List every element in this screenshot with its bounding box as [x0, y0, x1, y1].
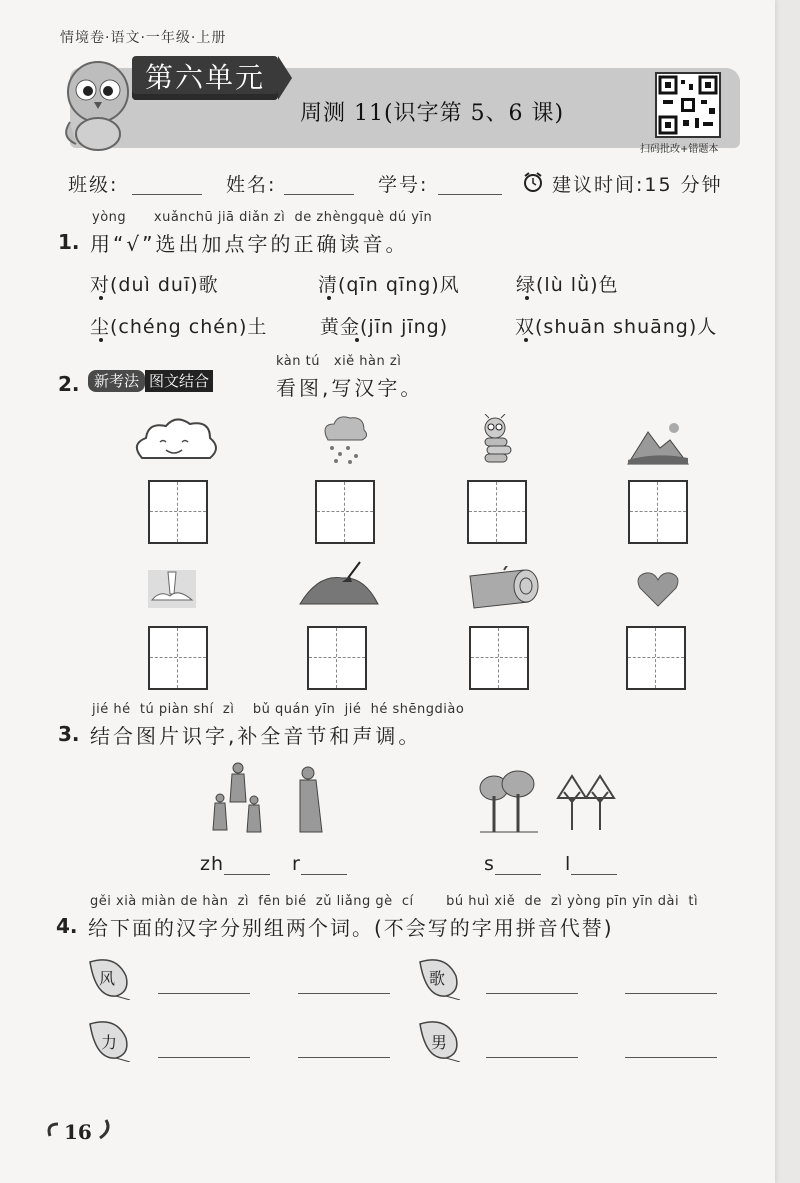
writing-box[interactable] — [469, 626, 529, 690]
writing-box[interactable] — [307, 626, 367, 690]
q2-text: 看图,写汉字。 — [276, 376, 424, 400]
q1-item[interactable] — [516, 270, 619, 297]
q4-pinyin: gěi xià miàn de hàn zì fēn bié zǔ liǎng gè cí bú huì xiě de zì yòng pīn yīn dài tì — [90, 894, 699, 909]
syllable-answer-line[interactable] — [301, 856, 347, 875]
syllable-initial: s — [484, 853, 495, 875]
answer-line[interactable] — [298, 1056, 390, 1058]
mountain-picture — [626, 420, 690, 466]
item-char: 色 — [598, 274, 619, 296]
syllable-answer-line[interactable] — [571, 856, 617, 875]
item-options[interactable]: (lù lǜ) — [536, 274, 599, 296]
qr-code-icon[interactable] — [655, 72, 721, 138]
name-label: 姓名: — [226, 174, 277, 196]
syllable-answer-line[interactable] — [495, 856, 541, 875]
new-exam-badge: 新考法 — [88, 370, 145, 392]
answer-line[interactable] — [486, 992, 578, 994]
item-options[interactable]: (qīn qīng) — [338, 274, 440, 296]
item-char: 黄金 — [320, 316, 361, 338]
insect-picture — [475, 414, 515, 466]
item-char: 对 — [90, 274, 111, 296]
syllable-blank[interactable] — [484, 853, 541, 875]
class-label: 班级: — [68, 174, 119, 196]
item-options[interactable]: (shuān shuāng) — [535, 316, 698, 338]
syllable-initial: l — [565, 853, 572, 875]
crowd-people-picture — [210, 762, 266, 838]
answer-line[interactable] — [625, 992, 717, 994]
emphasis-dot — [524, 338, 528, 342]
item-options[interactable]: (jīn jīng) — [360, 316, 449, 338]
item-char: 土 — [247, 316, 268, 338]
forest-picture — [556, 772, 618, 834]
emphasis-dot — [99, 338, 103, 342]
qr-caption: 扫码批改+错题本 — [640, 144, 719, 155]
item-char: 歌 — [198, 274, 219, 296]
q1-pinyin: yòng xuǎnchū jiā diǎn zì de zhèngquè dú yīn — [92, 210, 433, 225]
q3-number: 3. — [58, 722, 80, 746]
syllable-blank[interactable] — [292, 853, 347, 875]
soil-picture — [298, 560, 380, 608]
q2-number: 2. — [58, 372, 80, 396]
word-char: 歌 — [429, 969, 446, 988]
syllable-blank[interactable] — [200, 853, 270, 875]
person-picture — [296, 766, 326, 836]
item-char: 双 — [515, 316, 536, 338]
q4-text: 给下面的汉字分别组两个词。(不会写的字用拼音代替) — [88, 916, 614, 940]
item-char: 尘 — [90, 316, 111, 338]
q3-text: 结合图片识字,补全音节和声调。 — [90, 724, 422, 748]
writing-box[interactable] — [148, 626, 208, 690]
emphasis-dot — [99, 296, 103, 300]
word-char: 力 — [101, 1033, 118, 1052]
syllable-blank[interactable] — [565, 853, 617, 875]
writing-box[interactable] — [315, 480, 375, 544]
item-options[interactable]: (duì duī) — [110, 274, 199, 296]
name-field[interactable] — [284, 174, 354, 195]
log-picture — [464, 566, 544, 610]
q1-item[interactable] — [90, 312, 267, 339]
q1-item[interactable] — [318, 270, 460, 297]
owl-mascot-icon — [58, 52, 138, 152]
test-title: 周测 11(识字第 5、6 课) — [300, 101, 565, 126]
answer-line[interactable] — [486, 1056, 578, 1058]
suggested-time: 建议时间:15 分钟 — [552, 174, 723, 196]
q1-number: 1. — [58, 230, 80, 254]
two-trees-picture — [478, 766, 540, 836]
page-number: 16 — [64, 1120, 92, 1144]
water-splash-picture — [146, 568, 198, 610]
answer-line[interactable] — [158, 992, 250, 994]
class-field[interactable] — [132, 174, 202, 195]
syllable-answer-line[interactable] — [224, 856, 270, 875]
emphasis-dot — [327, 296, 331, 300]
writing-box[interactable] — [148, 480, 208, 544]
number-label: 学号: — [378, 174, 429, 196]
q1-item[interactable] — [515, 312, 717, 339]
answer-line[interactable] — [158, 1056, 250, 1058]
book-header: 情境卷·语文·一年级·上册 — [60, 30, 227, 46]
word-char: 男 — [431, 1033, 448, 1052]
item-char: 清 — [318, 274, 339, 296]
q1-text: 用“√”选出加点字的正确读音。 — [90, 232, 409, 256]
writing-box[interactable] — [626, 626, 686, 690]
item-char: 人 — [697, 316, 718, 338]
item-char: 风 — [439, 274, 460, 296]
syllable-initial: zh — [200, 853, 225, 875]
picture-text-badge: 图文结合 — [145, 370, 213, 392]
cloud-picture — [130, 414, 222, 466]
unit-tag: 第六单元 — [132, 56, 278, 100]
q2-pinyin: kàn tú xiě hàn zì — [276, 354, 402, 369]
word-char: 风 — [99, 969, 116, 988]
q4-number: 4. — [56, 914, 78, 938]
writing-box[interactable] — [467, 480, 527, 544]
answer-line[interactable] — [298, 992, 390, 994]
syllable-initial: r — [292, 853, 301, 875]
writing-box[interactable] — [628, 480, 688, 544]
q3-pinyin: jié hé tú piàn shí zì bǔ quán yīn jié hé shēngdiào — [92, 702, 465, 717]
q1-item[interactable] — [320, 312, 448, 339]
number-field[interactable] — [438, 174, 502, 195]
heart-picture — [636, 570, 680, 608]
item-char: 绿 — [516, 274, 537, 296]
alarm-clock-icon — [522, 171, 544, 193]
answer-line[interactable] — [625, 1056, 717, 1058]
q1-item[interactable] — [90, 270, 219, 297]
item-options[interactable]: (chéng chén) — [110, 316, 248, 338]
emphasis-dot — [525, 296, 529, 300]
q2-badges — [88, 370, 213, 391]
emphasis-dot — [355, 338, 359, 342]
rain-picture — [320, 414, 370, 466]
